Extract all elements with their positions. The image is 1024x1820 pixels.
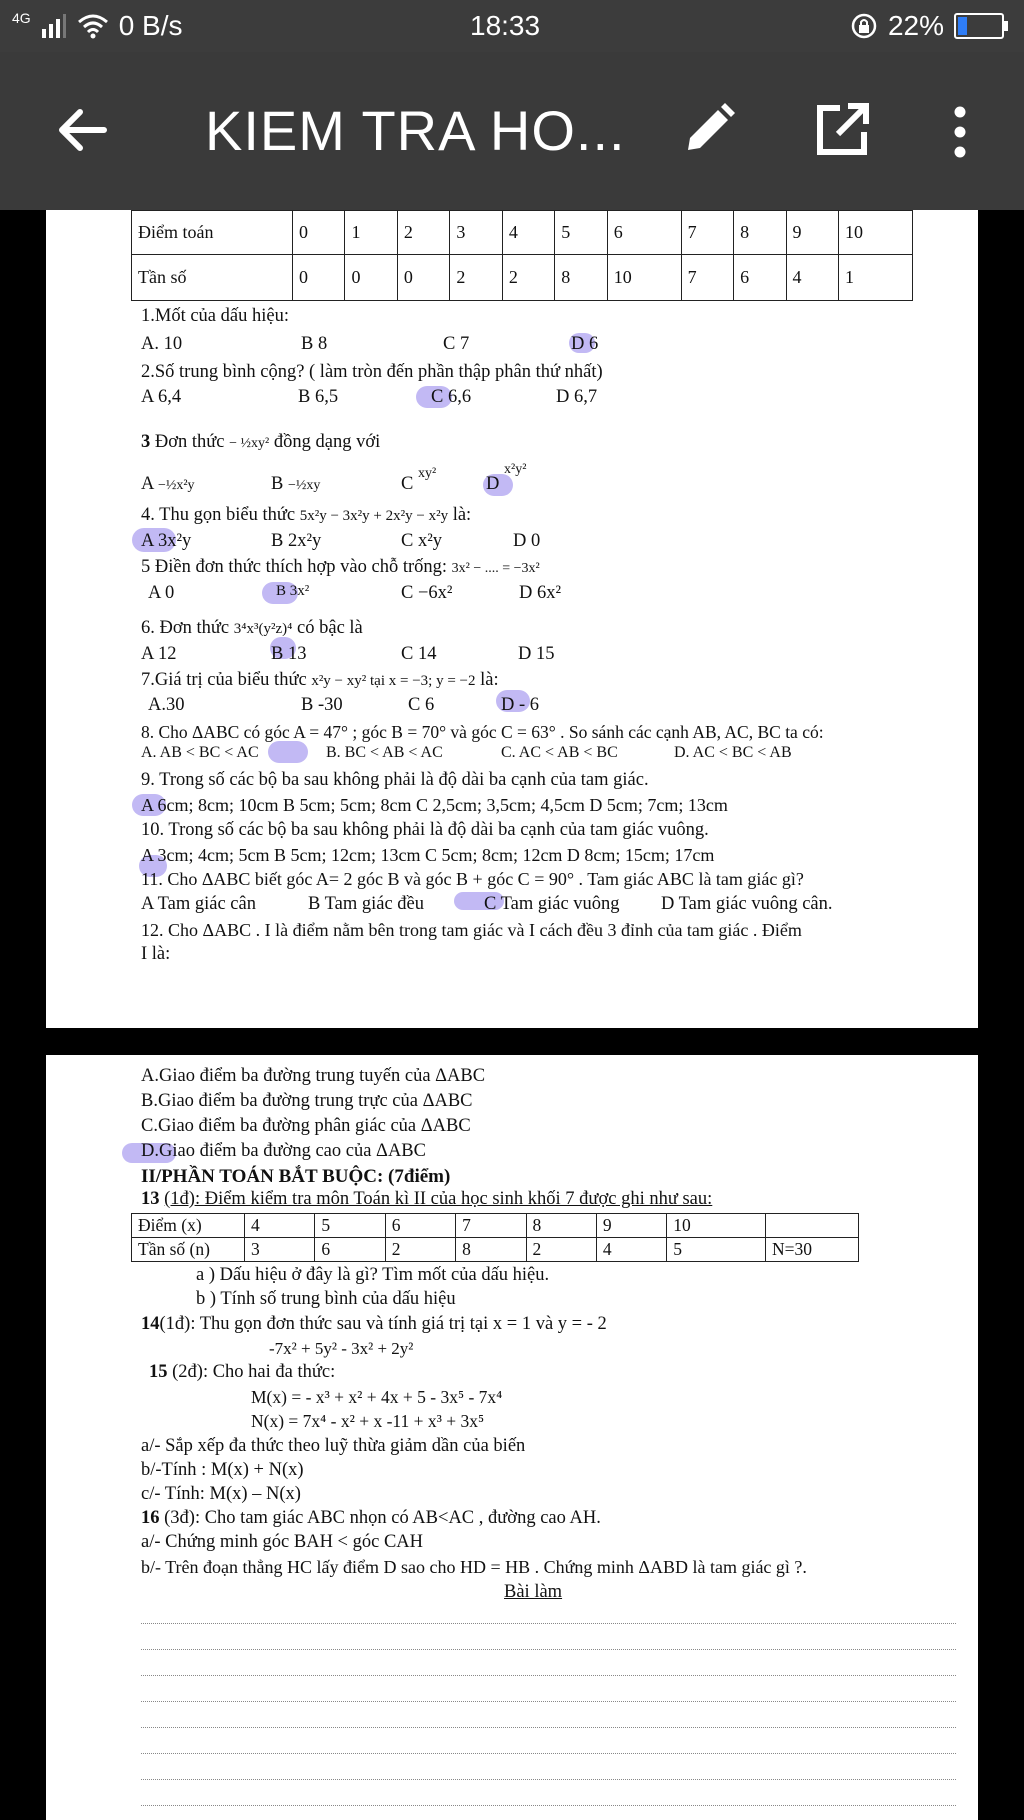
app-bar	[0, 52, 1024, 210]
question-16-part-a: a/- Chứng minh góc BAH < góc CAH	[141, 1532, 424, 1552]
question-5-stem	[141, 557, 540, 578]
question-2-option-c: C 6,6	[431, 387, 472, 407]
answer-line	[141, 1649, 956, 1650]
table-cell	[766, 1214, 859, 1238]
question-10-stem: 10. Trong số các bộ ba sau không phải là độ dài ba cạnh của tam giác vuông.	[141, 820, 709, 840]
question-14-expression: -7x² + 5y² - 3x² + 2y²	[269, 1339, 414, 1358]
question-points: (1đ)	[164, 1189, 195, 1209]
table-cell: 2	[450, 255, 502, 301]
table-cell: 0	[293, 211, 345, 255]
table-cell: 6	[385, 1214, 455, 1238]
table-cell: 0	[293, 255, 345, 301]
table-cell: 0	[345, 255, 397, 301]
question-12-stem-2: I là:	[141, 944, 171, 964]
question-2-option-a: A 6,4	[141, 387, 182, 407]
option-letter: D	[486, 474, 500, 494]
math-expression: 5x²y − 3x²y + 2x²y − x²y	[299, 508, 449, 524]
math-expression: 3⁴x³(y²z)⁴	[233, 621, 293, 637]
table-cell: 4	[786, 255, 838, 301]
network-label: 4G	[12, 10, 31, 26]
table-cell: Điểm toán	[132, 211, 293, 255]
status-bar	[0, 0, 1024, 52]
question-4-option-b: B 2x²y	[271, 531, 322, 551]
question-6-option-b: B 13	[271, 644, 307, 664]
question-text: có bậc là	[297, 618, 363, 638]
question-number: 14	[141, 1314, 160, 1334]
table-cell: 4	[596, 1238, 666, 1262]
battery-percent: 22%	[887, 10, 944, 41]
question-15-part-b: b/-Tính : M(x) + N(x)	[141, 1460, 304, 1480]
question-11-option-a: A Tam giác cân	[141, 894, 256, 914]
question-text: 7.Giá trị của biểu thức	[141, 670, 307, 690]
question-15-part-c: c/- Tính: M(x) – N(x)	[141, 1484, 301, 1504]
question-3-option-c	[401, 466, 437, 495]
question-3-option-b	[271, 474, 320, 495]
question-11-option-c: C Tam giác vuông	[484, 894, 620, 914]
question-number: 16	[141, 1508, 160, 1528]
table-cell: 7	[681, 255, 733, 301]
question-8-option-a: A. AB < BC < AC	[141, 744, 259, 761]
polynomial-m: M(x) = - x³ + x² + 4x + 5 - 3x⁵ - 7x⁴	[251, 1387, 503, 1407]
question-text: Đơn thức	[154, 432, 225, 452]
math-expression: 3x² − .... = −3x²	[451, 561, 540, 576]
table-cell: 4	[245, 1214, 315, 1238]
table-cell: 8	[456, 1238, 526, 1262]
open-external-icon[interactable]	[810, 98, 874, 162]
question-14-stem	[141, 1314, 607, 1335]
question-5-option-b: B 3x²	[276, 583, 310, 599]
answer-line	[141, 1675, 956, 1676]
table-cell: 9	[786, 211, 838, 255]
question-7-option-a: A.30	[148, 695, 185, 715]
table-cell: 6	[734, 255, 786, 301]
battery-icon	[954, 13, 1004, 39]
question-11-option-d: D Tam giác vuông cân.	[661, 894, 833, 914]
question-6-stem	[141, 618, 363, 639]
question-8-stem: 8. Cho ΔABC có góc A = 47° ; góc B = 70° và góc C = 63° . So sánh các cạnh AB, AC, BC ta có:	[141, 722, 824, 742]
question-1-option-a: A. 10	[141, 334, 183, 354]
question-1-option-c: C 7	[443, 334, 470, 354]
answer-line	[141, 1701, 956, 1702]
question-5-option-a: A 0	[148, 583, 175, 603]
answer-line	[141, 1623, 956, 1624]
more-vert-icon[interactable]	[940, 102, 980, 162]
table-cell: 8	[526, 1214, 596, 1238]
document-title: KIEM TRA HO...	[205, 99, 626, 162]
table-cell: 2	[526, 1238, 596, 1262]
table-cell: Tần số (n)	[132, 1238, 245, 1262]
question-15-part-a: a/- Sắp xếp đa thức theo luỹ thừa giảm dần của biến	[141, 1436, 526, 1456]
math-expression: xy²	[417, 466, 437, 481]
question-7-option-d: D - 6	[501, 695, 540, 715]
question-text: là:	[452, 505, 472, 525]
table-cell: 6	[315, 1238, 385, 1262]
table-cell: 0	[397, 255, 449, 301]
table-cell: 8	[734, 211, 786, 255]
table-cell: 4	[502, 211, 554, 255]
question-4-option-c: C x²y	[401, 531, 443, 551]
question-text: 6. Đơn thức	[141, 618, 230, 638]
math-expression: x²y²	[504, 462, 527, 477]
question-13-part-a: a ) Dấu hiệu ở đây là gì? Tìm mốt của dấu hiệu.	[196, 1265, 550, 1285]
work-section-title: Bài làm	[504, 1582, 563, 1602]
pencil-icon[interactable]	[676, 98, 740, 162]
question-3-stem	[141, 432, 380, 453]
question-15-stem	[149, 1362, 335, 1383]
question-16-part-b: b/- Trên đoạn thẳng HC lấy điểm D sao cho HD = HB . Chứng minh ΔABD là tam giác gì ?.	[141, 1557, 807, 1577]
table-cell: 1	[345, 211, 397, 255]
part-2-title: II/PHẦN TOÁN BẮT BUỘC: (7điểm)	[141, 1166, 451, 1187]
table-cell: 9	[596, 1214, 666, 1238]
question-2-option-b: B 6,5	[298, 387, 339, 407]
question-11-option-b: B Tam giác đều	[308, 894, 425, 914]
table-cell: 7	[456, 1214, 526, 1238]
table-cell: 2	[502, 255, 554, 301]
option-letter: B	[271, 474, 284, 494]
frequency-table-2	[131, 1213, 859, 1262]
question-6-option-a: A 12	[141, 644, 177, 664]
question-12-option-b: B.Giao điểm ba đường trung trực của ΔABC	[141, 1091, 473, 1111]
question-1-option-b: B 8	[301, 334, 328, 354]
question-7-stem	[141, 670, 499, 691]
question-text: là:	[480, 670, 499, 690]
table-cell: 5	[315, 1214, 385, 1238]
option-letter: C	[401, 474, 414, 494]
document-page-1	[46, 210, 978, 1028]
answer-line	[141, 1727, 956, 1728]
math-expression: x²y − xy² tại x = −3; y = −2	[311, 673, 476, 689]
table-cell: 10	[607, 255, 681, 301]
table-cell: 2	[385, 1238, 455, 1262]
table-cell: 7	[681, 211, 733, 255]
table-cell: 8	[555, 255, 607, 301]
question-1-option-d: D 6	[571, 334, 599, 354]
question-number: 13	[141, 1189, 160, 1209]
question-9-options: A 6cm; 8cm; 10cm B 5cm; 5cm; 8cm C 2,5cm; 3,5cm; 4,5cm D 5cm; 7cm; 13cm	[141, 795, 728, 815]
question-4-option-a: A 3x²y	[141, 531, 192, 551]
question-12-option-c: C.Giao điểm ba đường phân giác của ΔABC	[141, 1116, 471, 1136]
question-4-stem	[141, 505, 471, 526]
question-8-option-d: D. AC < BC < AB	[674, 744, 792, 761]
question-2-option-d: D 6,7	[556, 387, 598, 407]
answer-line	[141, 1805, 956, 1806]
table-cell: Tần số	[132, 255, 293, 301]
document-page-2	[46, 1055, 978, 1820]
question-16-stem	[141, 1508, 601, 1529]
question-9-stem: 9. Trong số các bộ ba sau không phải là độ dài ba cạnh của tam giác.	[141, 770, 649, 790]
question-8-option-c: C. AC < AB < BC	[501, 744, 618, 761]
wifi-icon	[77, 13, 109, 39]
question-4-option-d: D 0	[513, 531, 541, 551]
question-8-option-b: B. BC < AB < AC	[326, 744, 443, 761]
answer-line	[141, 1753, 956, 1754]
clock: 18:33	[470, 10, 541, 41]
question-text: (2đ): Cho hai đa thức:	[172, 1362, 336, 1382]
question-text: 5 Điền đơn thức thích hợp vào chỗ trống:	[141, 557, 448, 577]
question-text: (3đ): Cho tam giác ABC nhọn có AB<AC , đường cao AH.	[164, 1508, 601, 1528]
math-expression: −½xy	[287, 478, 321, 493]
alarm-lock-icon	[850, 12, 878, 40]
table-cell: 6	[607, 211, 681, 255]
highlight-mark	[268, 741, 308, 763]
network-speed: 0 B/s	[118, 10, 183, 41]
math-expression: −½x²y	[157, 478, 195, 493]
table-cell: 5	[667, 1238, 766, 1262]
polynomial-n: N(x) = 7x⁴ - x² + x -11 + x³ + 3x⁵	[251, 1411, 485, 1431]
question-1-stem: 1.Mốt của dấu hiệu:	[141, 306, 289, 326]
question-number: 3	[141, 432, 151, 452]
question-12-option-a: A.Giao điểm ba đường trung tuyến của ΔABC	[141, 1066, 486, 1086]
question-5-option-d: D 6x²	[519, 583, 562, 603]
table-cell: 5	[555, 211, 607, 255]
back-arrow-icon[interactable]	[52, 100, 112, 160]
question-3-option-a	[141, 474, 195, 495]
question-7-option-b: B -30	[301, 695, 343, 715]
question-5-option-c: C −6x²	[401, 583, 453, 603]
signal-icon	[41, 13, 67, 39]
option-letter: A	[141, 474, 154, 494]
table-cell: 3	[450, 211, 502, 255]
frequency-table-1	[131, 210, 913, 301]
table-cell: 3	[245, 1238, 315, 1262]
question-text: : Điểm kiểm tra môn Toán kì II của học sinh khối 7 được ghi như sau:	[194, 1189, 713, 1209]
question-13-part-b: b ) Tính số trung bình của dấu hiệu	[196, 1289, 456, 1309]
question-6-option-d: D 15	[518, 644, 555, 664]
math-expression: − ½xy²	[229, 436, 270, 451]
question-12-stem: 12. Cho ΔABC . I là điểm nằm bên trong tam giác và I cách đều 3 đỉnh của tam giác . Điểm	[141, 920, 802, 940]
table-cell: 1	[839, 255, 913, 301]
question-3-option-d	[486, 462, 527, 495]
question-2-stem: 2.Số trung bình cộng? ( làm tròn đến phần thập phân thứ nhất)	[141, 362, 603, 382]
question-number: 15	[149, 1362, 168, 1382]
question-12-option-d: D.Giao điểm ba đường cao của ΔABC	[141, 1141, 426, 1161]
question-text: đồng dạng với	[273, 432, 381, 452]
table-cell: Điểm (x)	[132, 1214, 245, 1238]
question-text: 4. Thu gọn biểu thức	[141, 505, 296, 525]
question-6-option-c: C 14	[401, 644, 437, 664]
question-text: (1đ): Thu gọn đơn thức sau và tính giá trị tại x = 1 và y = - 2	[159, 1314, 607, 1334]
question-11-stem: 11. Cho ΔABC biết góc A= 2 góc B và góc B + góc C = 90° . Tam giác ABC là tam giác gì?	[141, 869, 804, 889]
table-cell: N=30	[766, 1238, 859, 1262]
table-cell: 2	[397, 211, 449, 255]
question-10-options: A 3cm; 4cm; 5cm B 5cm; 12cm; 13cm C 5cm; 8cm; 12cm D 8cm; 15cm; 17cm	[141, 845, 715, 865]
question-7-option-c: C 6	[408, 695, 435, 715]
question-13-stem	[141, 1189, 712, 1210]
table-cell: 10	[667, 1214, 766, 1238]
table-cell: 10	[839, 211, 913, 255]
answer-line	[141, 1779, 956, 1780]
